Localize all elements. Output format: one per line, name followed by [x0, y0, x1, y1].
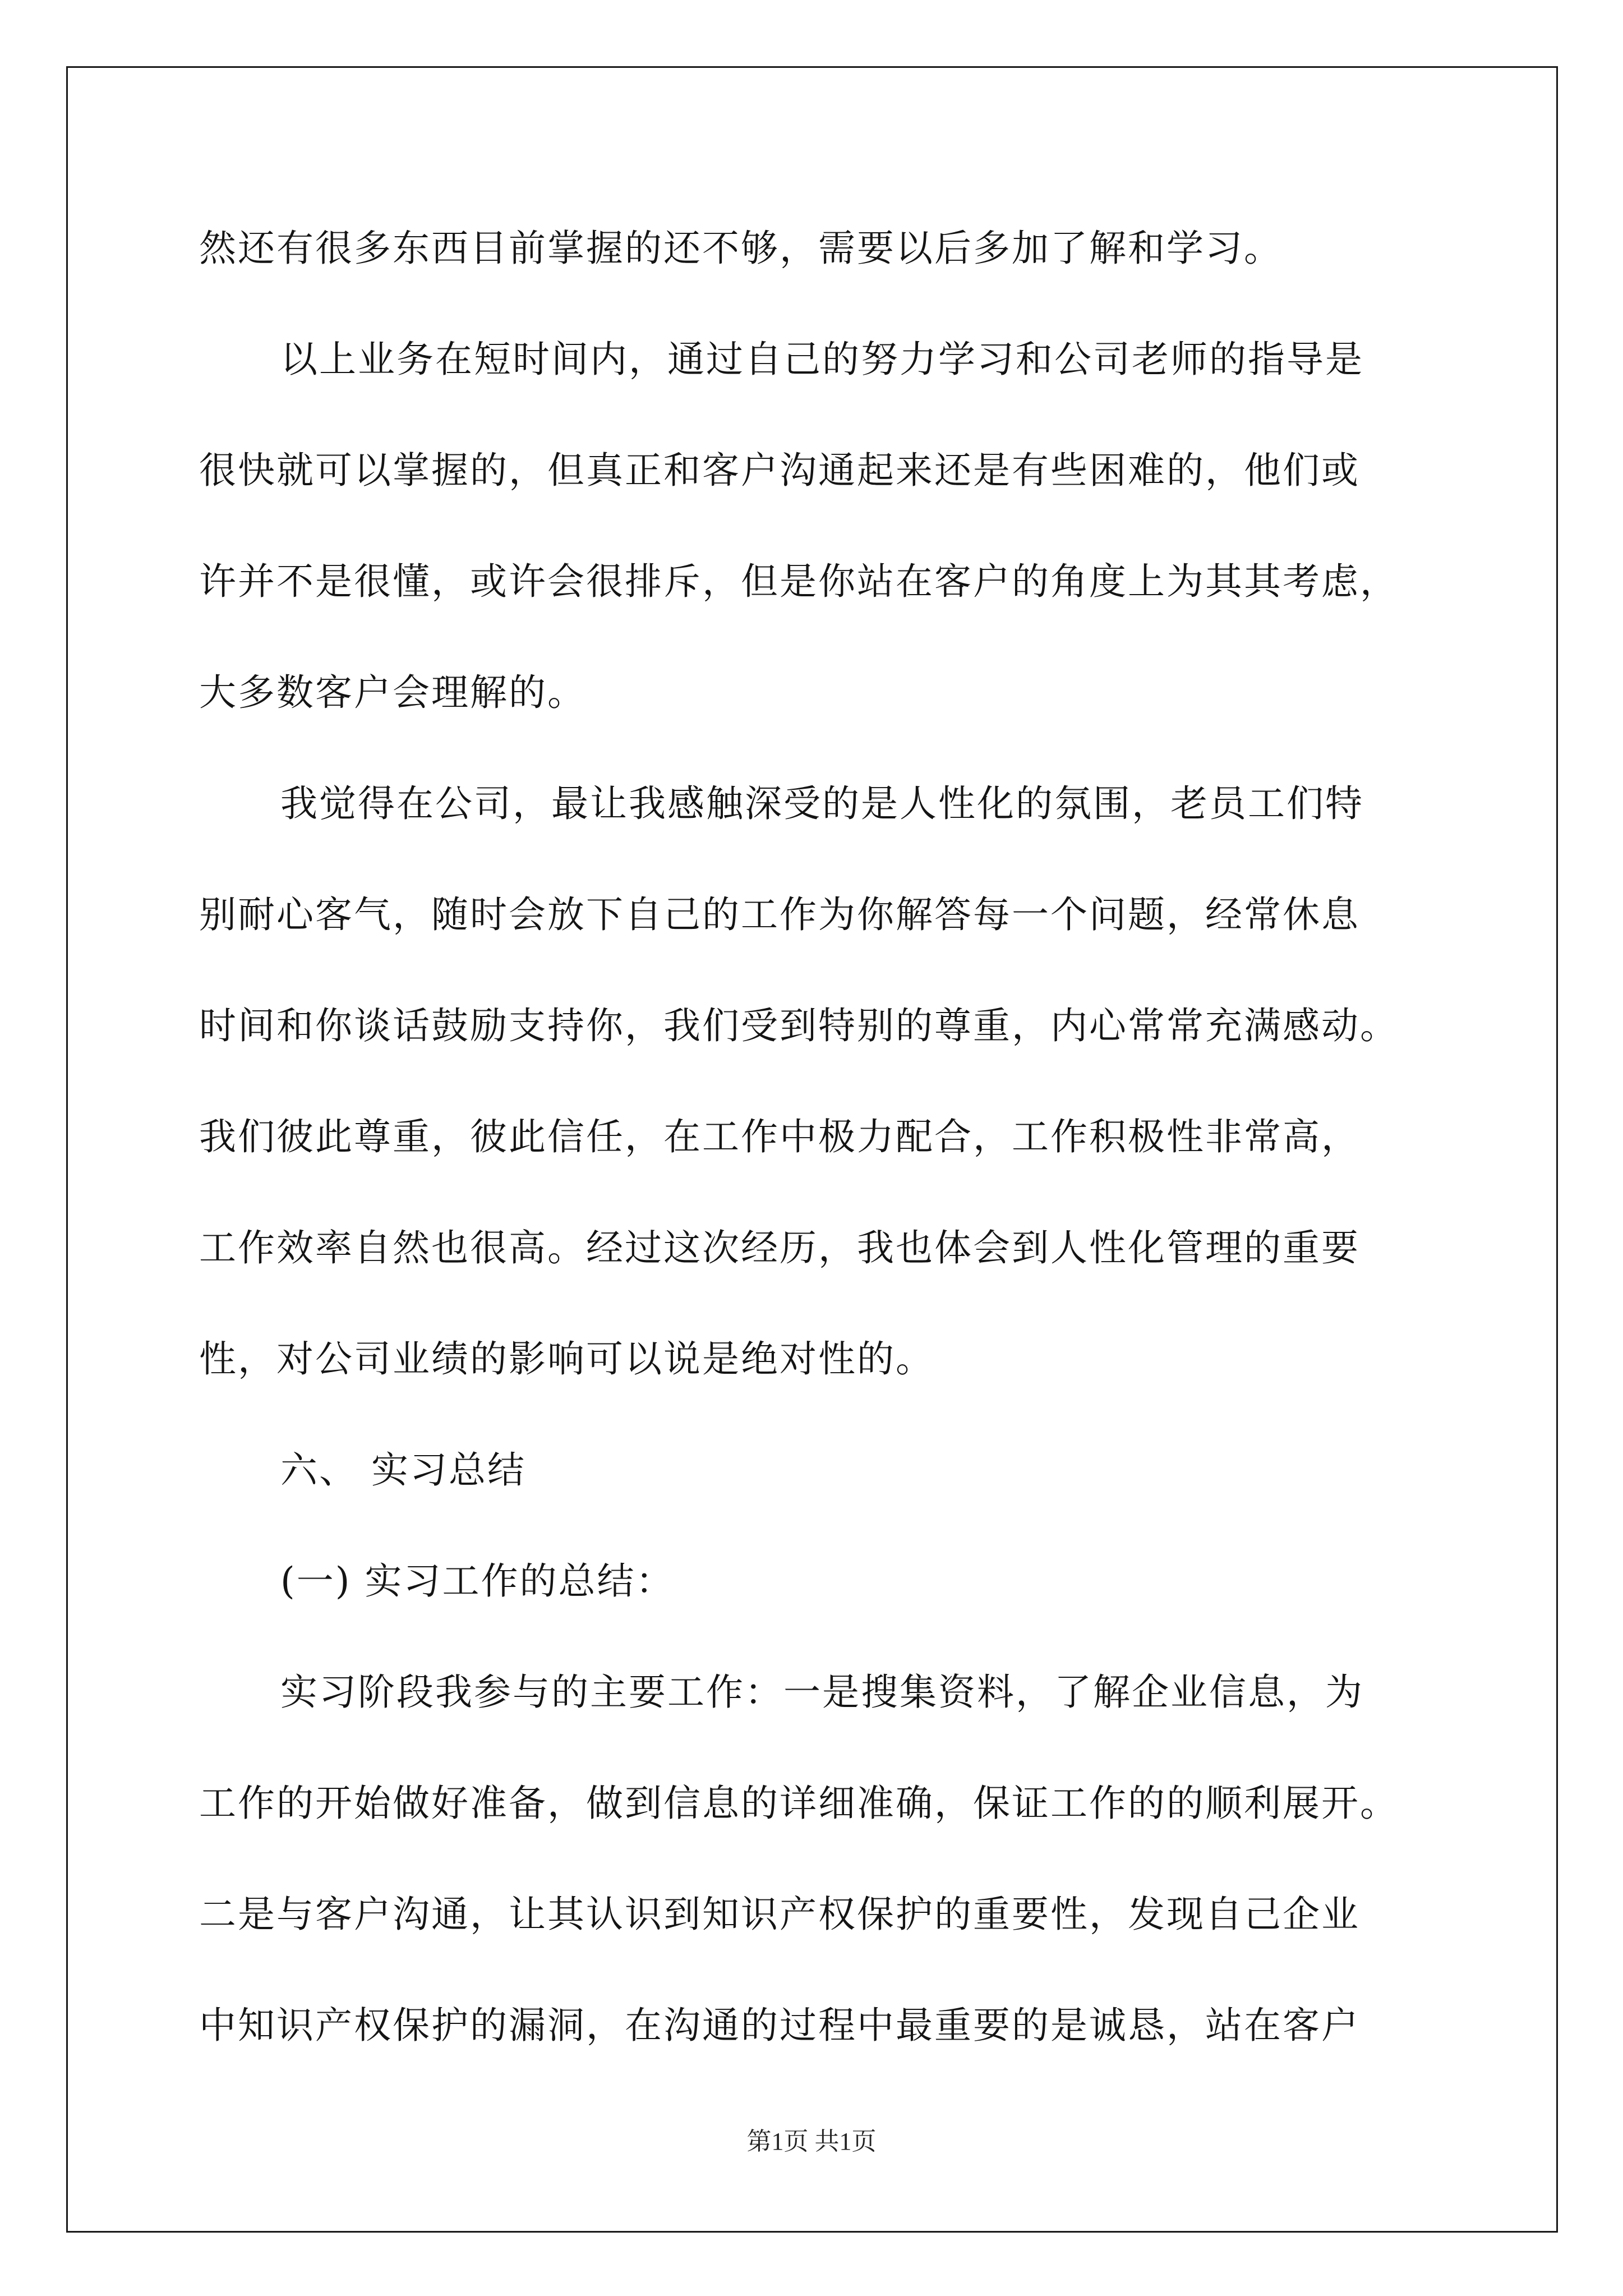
text-line: 性，对公司业绩的影响可以说是绝对性的。 — [199, 1337, 934, 1381]
paragraph-line: 以上业务在短时间内，通过自己的努力学习和公司老师的指导是 — [280, 338, 1364, 381]
text-line: 中知识产权保护的漏洞，在沟通的过程中最重要的是诚恳，站在客户 — [199, 2004, 1360, 2047]
page-footer: 第1页 共1页 — [746, 2128, 877, 2155]
text-line: 然还有很多东西目前掌握的还不够，需要以后多加了解和学习。 — [199, 227, 1283, 270]
text-line: 工作效率自然也很高。经过这次经历，我也体会到人性化管理的重要 — [199, 1226, 1360, 1269]
paragraph-line: 实习阶段我参与的主要工作：一是搜集资料，了解企业信息，为 — [280, 1671, 1364, 1714]
text-line: 时间和你谈话鼓励支持你，我们受到特别的尊重，内心常常充满感动。 — [199, 1004, 1399, 1047]
paragraph-line: 我觉得在公司，最让我感触深受的是人性化的氛围，老员工们特 — [280, 782, 1364, 825]
text-line: 别耐心客气，随时会放下自己的工作为你解答每一个问题，经常休息 — [199, 893, 1360, 936]
text-line: 二是与客户沟通，让其认识到知识产权保护的重要性，发现自己企业 — [199, 1893, 1360, 1936]
text-line: 工作的开始做好准备，做到信息的详细准确，保证工作的的顺利展开。 — [199, 1782, 1399, 1825]
text-line: 很快就可以掌握的，但真正和客户沟通起来还是有些困难的，他们或 — [199, 449, 1360, 492]
text-line: 我们彼此尊重，彼此信任，在工作中极力配合，工作积极性非常高， — [199, 1115, 1360, 1158]
text-line: 大多数客户会理解的。 — [199, 671, 586, 714]
section-heading: 六、 实习总结 — [280, 1448, 526, 1492]
subsection-heading: (一) 实习工作的总结： — [280, 1559, 675, 1603]
text-line: 许并不是很懂，或许会很排斥，但是你站在客户的角度上为其其考虑， — [199, 560, 1399, 603]
